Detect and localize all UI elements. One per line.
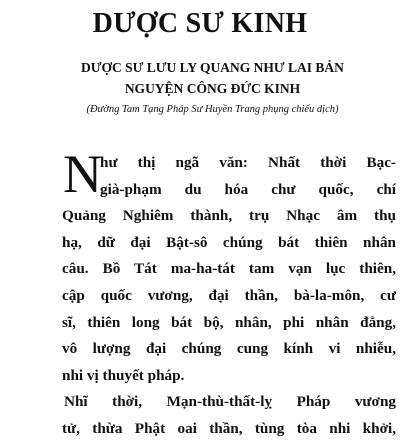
translator-note: (Đường Tam Tạng Pháp Sư Huyền Trang phụng chiếu dịch) — [86, 104, 339, 115]
text-line: sĩ, thiên long bát bộ, nhân, phi nhân đẳng, — [62, 313, 396, 331]
text-line: cập quốc vương, đại thần, bà-la-môn, cư — [62, 286, 396, 304]
paragraph-1 — [62, 150, 396, 389]
text-line: câu. Bồ Tát ma-ha-tát tam vạn lục thiên, — [62, 260, 396, 278]
text-line: già-phạm du hóa chư quốc, chí — [100, 180, 396, 198]
subtitle-line-2: NGUYỆN CÔNG ĐỨC KINH — [124, 81, 301, 96]
text-line: vô lượng đại chúng cung kính vi nhiễu, — [62, 340, 396, 358]
subtitle-line-1: DƯỢC SƯ LƯU LY QUANG NHƯ LAI BẢN — [81, 60, 344, 75]
text-line: Nhĩ thời, Mạn-thù-thất-lỵ Pháp vương — [64, 393, 396, 411]
text-line: Quảng Nghiêm thành, trụ Nhạc âm thụ — [62, 207, 396, 225]
document-title: DƯỢC SƯ KINH — [92, 8, 308, 39]
document-subtitle — [40, 57, 385, 99]
text-line: hạ, dữ đại Bật-sô chúng bát thiên nhân — [62, 233, 396, 251]
text-line: nhi vị thuyết pháp. — [62, 366, 185, 384]
paragraph-2 — [62, 389, 396, 442]
drop-cap: N — [63, 144, 102, 204]
sutra-body — [62, 150, 396, 443]
text-line: tử, thừa Phật oai thần, tùng tòa nhi khởi, — [62, 419, 396, 437]
text-line: hư thị ngã văn: Nhất thời Bạc- — [100, 154, 396, 171]
